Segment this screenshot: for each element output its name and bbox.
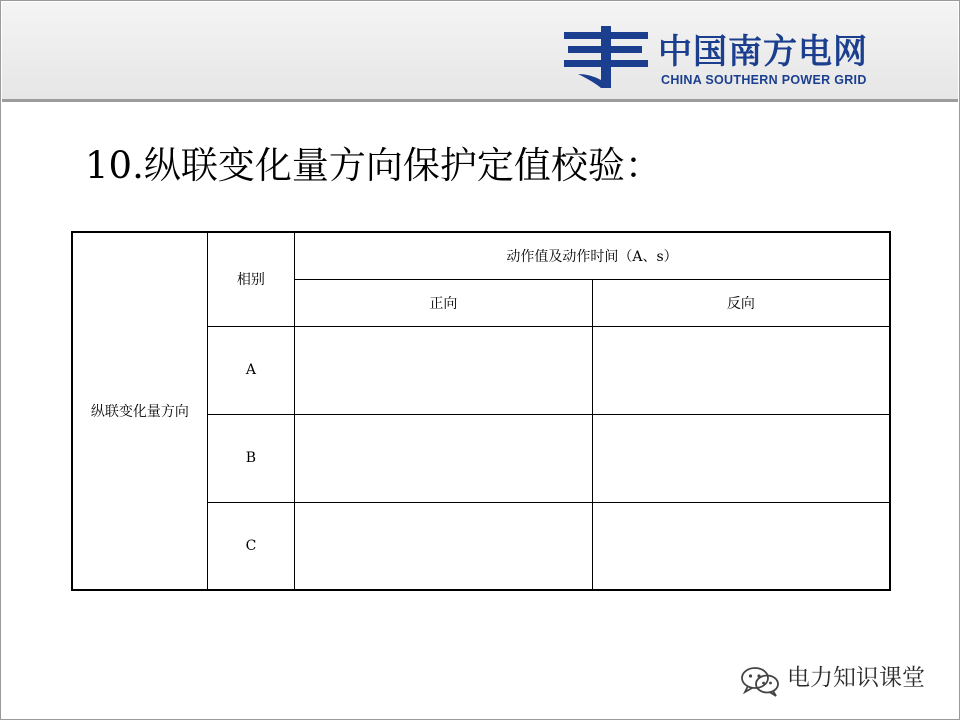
watermark-text: 电力知识课堂 (787, 665, 925, 691)
table-header-row (72, 232, 890, 279)
phase-column-header: 相别 (207, 232, 294, 326)
forward-value-cell (295, 326, 593, 414)
action-value-group-header: 动作值及动作时间（A、s） (295, 232, 890, 279)
logo-english-text: CHINA SOUTHERN POWER GRID (661, 73, 867, 87)
wechat-icon (739, 665, 781, 697)
phase-cell: C (207, 502, 294, 590)
reverse-column-header: 反向 (592, 279, 890, 326)
page-title: 10.纵联变化量方向保护定值校验： (85, 144, 662, 187)
logo-chinese-text: 中国南方电网 (658, 32, 868, 72)
forward-value-cell (295, 414, 593, 502)
reverse-value-cell (592, 414, 890, 502)
forward-column-header: 正向 (295, 279, 593, 326)
reverse-value-cell (592, 326, 890, 414)
reverse-value-cell (592, 502, 890, 590)
china-southern-power-grid-logo-icon (564, 26, 648, 88)
phase-cell: A (207, 326, 294, 414)
slide-header (2, 2, 958, 99)
phase-cell: B (207, 414, 294, 502)
forward-value-cell (295, 502, 593, 590)
setting-check-table (71, 231, 891, 591)
row-group-header: 纵联变化量方向 (72, 232, 207, 590)
header-divider (2, 99, 958, 102)
